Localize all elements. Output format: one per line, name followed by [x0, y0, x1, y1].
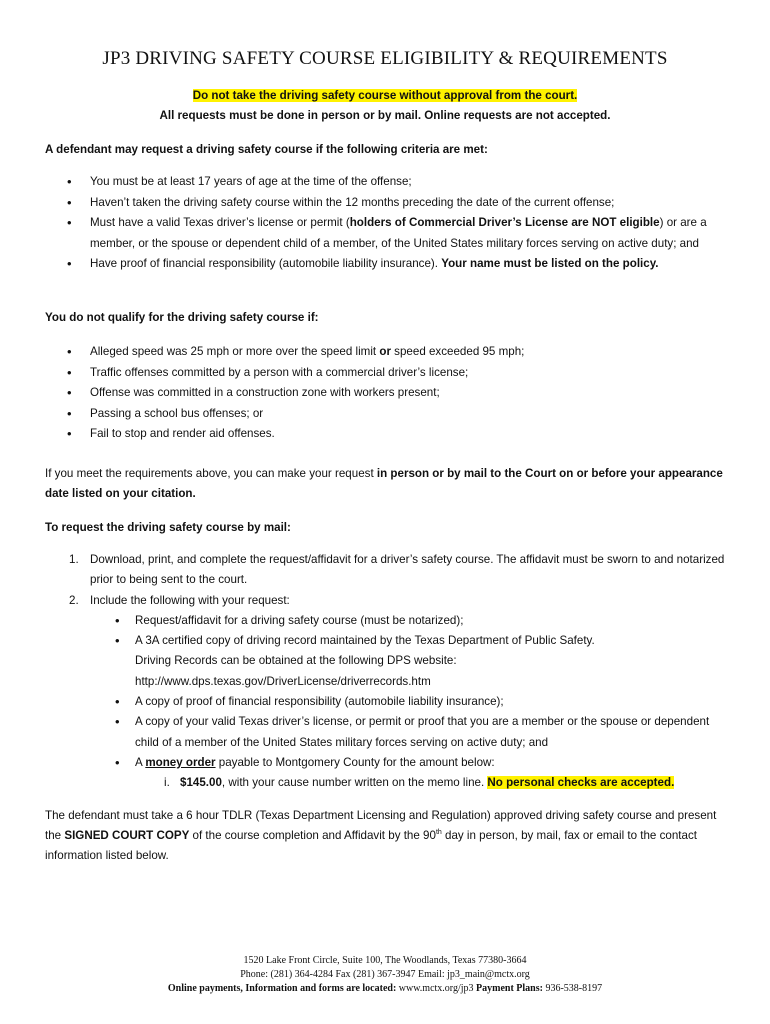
- mail-request-heading: To request the driving safety course by mail:: [45, 521, 291, 534]
- list-item: • A 3A certified copy of driving record maintained by the Texas Department of Public Safety. Driving Records can be obtained at the following DPS website: http://www.dps.texas.gov/DriverLicense/driverrecords.htm: [90, 631, 730, 692]
- list-item: • A copy of your valid Texas driver’s license, or permit or proof that you are a member or the spouse or dependent child of a member of the United States military forces serving on active duty; and: [90, 712, 730, 753]
- request-method-notice: All requests must be done in person or by mail. Online requests are not accepted.: [159, 109, 611, 122]
- list-item: • A copy of proof of financial responsibility (automobile liability insurance);: [90, 692, 730, 712]
- list-item: • Fail to stop and render aid offenses.: [45, 424, 725, 445]
- list-item: • Must have a valid Texas driver’s license or permit (holders of Commercial Driver’s License are NOT eligible) or are a member, or the spouse or dependent child of a member, of the United States military forces serving on active duty; and: [45, 213, 725, 254]
- dps-website-link[interactable]: http://www.dps.texas.gov/DriverLicense/driverrecords.htm: [135, 674, 431, 688]
- mail-request-steps: [45, 550, 730, 794]
- court-approval-notice: [0, 86, 770, 106]
- no-personal-checks-notice: No personal checks are accepted.: [487, 776, 675, 790]
- list-item: • A money order payable to Montgomery County for the amount below: i. $145.00, with your cause number written on the memo line. No personal checks are accepted.: [90, 753, 730, 794]
- list-item: • Request/affidavit for a driving safety course (must be notarized);: [90, 611, 730, 631]
- list-item: • Traffic offenses committed by a person with a commercial driver’s license;: [45, 363, 725, 384]
- list-item: • Alleged speed was 25 mph or more over the speed limit or speed exceeded 95 mph;: [45, 342, 725, 363]
- website-link[interactable]: www.mctx.org/jp3: [396, 983, 476, 994]
- disqualification-heading: You do not qualify for the driving safety course if:: [45, 311, 319, 324]
- eligibility-criteria-list: [45, 172, 725, 275]
- step-item: 1. Download, print, and complete the request/affidavit for a driver’s safety course. The affidavit must be sworn to and notarized prior to being sent to the court.: [69, 553, 725, 587]
- criteria-heading: A defendant may request a driving safety course if the following criteria are met:: [45, 143, 488, 156]
- list-item: • Offense was committed in a construction zone with workers present;: [45, 383, 725, 404]
- disqualification-list: [45, 342, 725, 445]
- list-item: • Haven’t taken the driving safety course within the 12 months preceding the date of the current offense;: [45, 193, 725, 214]
- footer-address: 1520 Lake Front Circle, Suite 100, The Woodlands, Texas 77380-3664: [243, 955, 527, 966]
- request-instructions-paragraph: If you meet the requirements above, you can make your request in person or by mail to the Court on or before your appearance date listed on your citation.: [45, 467, 723, 500]
- step-item: 2. Include the following with your request: • Request/affidavit for a driving safety course (must be notarized); • A 3A certified copy of driving record maintained by the Texas Department of Public Safety. Driving Records can be obtained at the following DPS website: http://www.dps.texas.gov/DriverLicense/driverrecords.htm • A copy of proof of financial responsibility (automobile liability insurance); • A copy of your valid Texas driver’s license, or permit or proof that you are a member or the spouse or dependent child of a member of the United States military forces serving on active duty; and • A money order payable to Montgomery County for the amount below: i. $145.00, with your cause number written on the memo line. No personal checks are accepted.: [45, 591, 730, 794]
- list-item: • Passing a school bus offenses; or: [45, 404, 725, 425]
- highlighted-notice: Do not take the driving safety course without approval from the court.: [192, 89, 578, 102]
- list-item: • You must be at least 17 years of age at the time of the offense;: [45, 172, 725, 193]
- list-item: • Have proof of financial responsibility (automobile liability insurance). Your name must be listed on the policy.: [45, 254, 725, 275]
- footer-contact: Phone: (281) 364-4284 Fax (281) 367-3947 Email: jp3_main@mctx.org: [240, 969, 530, 980]
- fee-line: i. $145.00, with your cause number written on the memo line. No personal checks are accepted.: [164, 776, 675, 790]
- footer-online-info: Online payments, Information and forms are located: www.mctx.org/jp3 Payment Plans: 936-538-8197: [167, 983, 603, 994]
- page-title: JP3 DRIVING SAFETY COURSE ELIGIBILITY & REQUIREMENTS: [102, 48, 668, 69]
- closing-paragraph: The defendant must take a 6 hour TDLR (Texas Department Licensing and Regulation) approved driving safety course and present the SIGNED COURT COPY of the course completion and Affidavit by the 90th day in person, by mail, fax or email to the contact information listed below.: [45, 809, 717, 862]
- contact-footer: [0, 954, 770, 996]
- required-items-list: [90, 611, 730, 794]
